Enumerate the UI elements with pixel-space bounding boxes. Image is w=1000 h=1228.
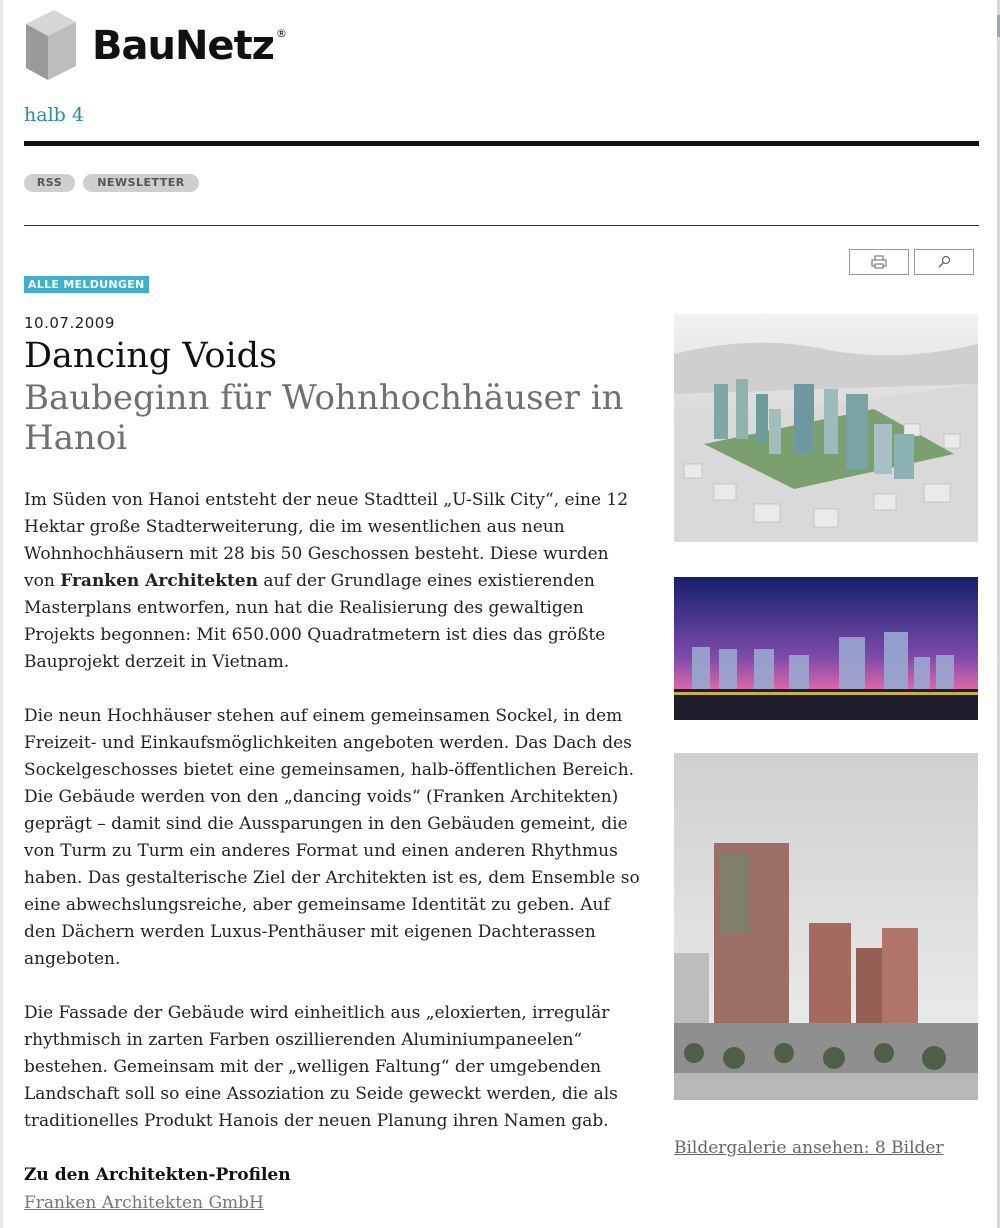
article-body <box>24 487 644 1162</box>
header-divider <box>24 141 979 146</box>
night-render-image[interactable] <box>674 577 978 720</box>
print-icon <box>870 255 888 269</box>
nav-divider <box>24 225 979 226</box>
cube-logo-icon <box>24 6 78 82</box>
newsletter-button[interactable]: NEWSLETTER <box>83 174 199 192</box>
profiles-heading: Zu den Architekten-Profilen <box>24 1165 291 1185</box>
subsite-link[interactable]: halb 4 <box>24 104 84 126</box>
article-date: 10.07.2009 <box>24 314 115 332</box>
gallery-link[interactable]: Bildergalerie ansehen: 8 Bilder <box>674 1138 944 1158</box>
paragraph-3: Die Fassade der Gebäude wird einheitlich aus „eloxierten, irregulär rhythmisch in zarten Farben oszillierenden Aluminiumpaneelen“ bestehen. Gemeinsam mit der „welligen Faltung“ der umgebenden Landschaft soll so eine Assoziation zu Seide geweckt werden, die als traditionelles Produkt Hanois der neuen Planung ihren Namen gab. <box>24 1003 618 1131</box>
paragraph-1: Im Süden von Hanoi entsteht der neue Stadtteil „U-Silk City“, eine 12 Hektar große Stadterweiterung, die im wesentlichen aus neun Wohnhochhäusern mit 28 bis 50 Geschossen besteht. Diese wurden von Franken Architekten auf der Grundlage eines existierenden Masterplans entworfen, nun hat die Realisierung des gewaltigen Projekts begonnen: Mit 650.000 Quadratmetern ist dies das größte Bauprojekt derzeit in Vietnam. <box>24 490 629 672</box>
category-badge[interactable]: ALLE MELDUNGEN <box>24 276 149 293</box>
site-logo[interactable] <box>24 5 286 83</box>
search-icon <box>936 255 952 269</box>
paragraph-2: Die neun Hochhäuser stehen auf einem gemeinsamen Sockel, in dem Freizeit- und Einkaufsmöglichkeiten angeboten werden. Das Dach des Sockelgeschosses bietet eine gemeinsamen, halb-öffentlichen Bereich. Die Gebäude werden von den „dancing voids“ (Franken Architekten) geprägt – damit sind die Aussparungen in den Gebäuden gemeint, die von Turm zu Turm ein anderes Format und einen anderen Rhythmus haben. Das gestalterische Ziel der Architekten ist es, dem Ensemble so eine abwechslungsreiche, aber gemeinsame Identität zu geben. Auf den Dächern werden Luxus-Penthäuser mit eigenen Dachterassen angeboten. <box>24 706 640 969</box>
article-subtitle: Baubeginn für Wohnhochhäuser in Hanoi <box>24 378 624 458</box>
aerial-render-image[interactable] <box>674 314 978 542</box>
rss-button[interactable]: RSS <box>24 174 75 192</box>
article-title: Dancing Voids <box>24 336 278 376</box>
tower-render-image[interactable] <box>674 753 978 1100</box>
search-button[interactable] <box>914 249 974 275</box>
architect-name: Franken Architekten <box>60 571 258 591</box>
page-left-border <box>0 0 3 1228</box>
logo-wordmark: BauNetz ® <box>92 23 286 69</box>
print-button[interactable] <box>849 249 909 275</box>
architect-profile-link[interactable]: Franken Architekten GmbH <box>24 1193 264 1213</box>
